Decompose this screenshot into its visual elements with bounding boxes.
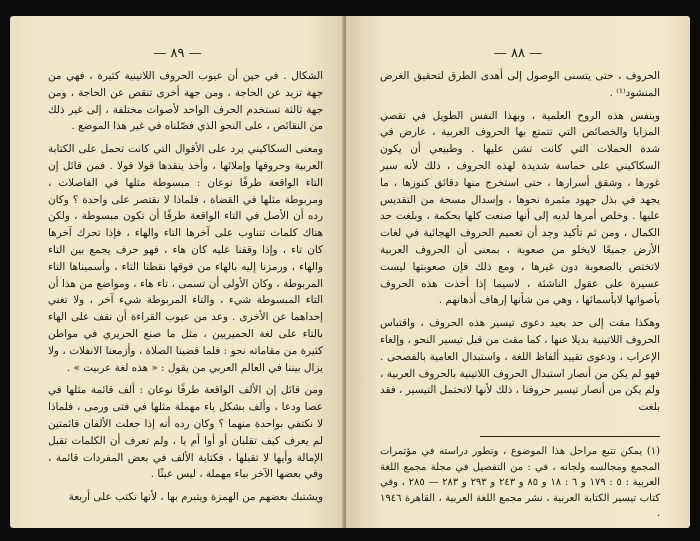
left-paragraph: الشكال . في حين أن عيوب الحروف اللاتينية كثيرة ، فهي من جهة تزيد عن الحاجة ، ومن جهة أخرى تنقص عن الحاجة ، ومن جهة ثالثة تستخدم الحرف الواحد لأصوات مختلفة ، إلى غير ذلك من النقائص ، على النحو الذي فصّلناه في غير هذا الموضع . <box>48 70 323 133</box>
right-page-body <box>380 68 660 422</box>
right-paragraph: الحروف ، حتى يتسنى الوصول إلى أهدى الطرق لتحقيق الغرض المنشود⁽¹⁾ . <box>380 70 660 99</box>
right-page <box>346 16 690 528</box>
left-paragraph: ومن قائل إن الألف الواقعة طرفًا نوعان : ألف قائمة مثلها في عصا ودعا ، وألف بشكل ياء مهملة مثلها في فتى ورمى ، فلماذا لا نكتفي بواحدة منهما ؟ وكان رده أنه إذا جعلت الألفان قائمتين لم يعرف كيف تقلبان أو أوا أم يا ، ولم تعرف أن الكلمات تقبل الإمالة وأيها لا تقبلها ، فكتابة الألف في بعض المفردات قائمة ، وفي بعضها الآخر بياء مهملة ، ليس عبثًا . <box>48 384 323 481</box>
open-book <box>6 6 694 535</box>
right-page-number: — ٨٨ — <box>493 46 543 61</box>
left-page-body <box>48 68 323 512</box>
right-paragraph: وهكذا مقت إلى حد بعيد دعوى تيسير هذه الحروف ، واقتباس الحروف اللاتينية بديلا عنها ، كما مقت من قبل تيسير النحو ، وإلغاء الإعراب ، ودعوى تقييد ألفاظ اللغة ، واستبدال العامية بالفصحى . فهو لم يكن من أنصار استبدال الحروف اللاتينية بالحروف العربية ، ولم يكن من أنصار تيسير حروفنا ، ذلك لأنها لاتحتمل التيسير ، فقد بلغت <box>380 317 660 414</box>
left-page <box>10 16 345 528</box>
right-paragraph: وبنفس هذه الروح العلمية ، وبهذا النفس الطويل في تقصي المزايا والخصائص التي تتمتع بها الحروف العربية ، عارض في شدة الحملات التي كانت تشن عليها . وطبيعي أن يكون السكاكيني على حماسة شديدة لهذه الحروف ، ذلك لأنه سبر غورها ، وشقق أسرارها ، حتى استخرج منها دقائق كنوزها ، ما يجهد في بذل جهود مثمرة نحوها ، وإسدال مسحة من التقديس عليها . وخلص أمرها لديه إلى أنها صنعت كلها بحكمة ، وبلغت حد الكمال ، ومن ثم تأكيد وجد أن تعميم الحروف الهجائية في لغات الأرض جميعًا لايخلو من صعوبة ، بمعنى أن الحروف العربية لاتختص بالصعوبة دون غيرها ، ومع ذلك فإن صعوبتها ليست عسيرة على عقول الناشئة ، لاسيما إذا أخذت هذه الحروف بأصواتها لابأسمائها ، وهي من شأنها إرهاف أذهانهم . <box>380 109 660 307</box>
left-page-number: — ٨٩ — <box>153 46 202 61</box>
left-paragraph: ويشتبك بعضهم من الهمزة ويتبرم بها ، لأنها تكتب على أربعة <box>68 491 323 504</box>
footnote-divider <box>480 436 660 437</box>
left-paragraph: ومعنى السكاكيني يرد على الأقوال التي كانت تحمل على الكتابة العربية وحروفها وإملائها ، وأخذ ينقدها قولا قولا . فمن قائل إن التاء الواقعة طرفًا نوعان : مبسوطة مثلها في الفاصلات ، ومربوطة مثلها في القضاة ، فلماذا لا نقتصر على واحدة ؟ وكان رده أن الأصل في التاء الواقعة طرفًا أن تكون مبسوطة ، ولكن هناك كلمات تتناوب على آخرها التاء والهاء ، فإذا تحرك آخرها كان تاء ، وإذا وقفنا عليه كان هاء ، فهو حرف يجمع بين التاء والهاء ، ورمزنا إليه بالهاء من فوقها نقطتا التاء ، وأسميناها التاء المربوطة ، وكان الأولى أن تسمى ، تاء هاء ، ومواضع من هذا أن التاء المبسوطة شيء ، والتاء المربوطة شيء آخر ، ولا تغني إحداهما عن الأخرى . وعد من عيوب القراءة أن نقف على الهاء بالتاء على لغة الحميريين ، مثل ما صنع الحريري في مواطن كثيرة من مقاماته نحو : فلما قضينا الصلاة ، وأزمعنا الانفلات ، ولا يزال بيننا في العالم العربي من يقول : « هذه لغة عربيت » . <box>48 143 323 374</box>
footnote: (١) يمكن تتبع مراحل هذا الموضوع ، وتطور دراسته في مؤتمرات المجمع ومجالسه ولجانه ، في : من التفصيل في مجلة مجمع اللغة العربية : ٥ : ١٧٩ و ٦ : ١٨ و ٨٥ و ٢٤٣ و ٢٩٣ و ٢٨٣ — ٢٨٥ ، وفي كتاب تيسير الكتابة العربية ، نشر مجمع اللغة العربية ، القاهرة ١٩٤٦ . <box>380 446 661 519</box>
